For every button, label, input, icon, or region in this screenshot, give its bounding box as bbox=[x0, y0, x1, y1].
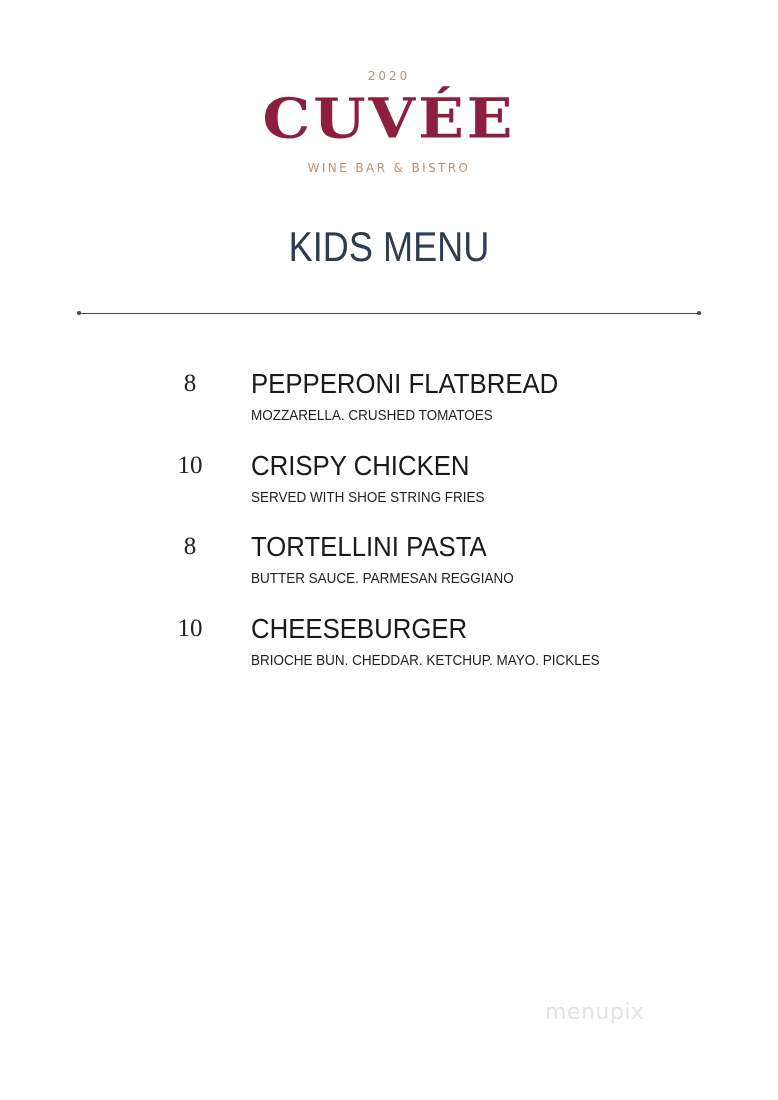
menu-item-description: SERVED WITH SHOE STRING FRIES bbox=[251, 489, 485, 506]
logo-subtitle: WINE BAR & BISTRO bbox=[307, 161, 471, 175]
menu-item bbox=[0, 447, 778, 529]
menu-item-description: BUTTER SAUCE. PARMESAN REGGIANO bbox=[251, 571, 514, 587]
menu-item-price: 8 bbox=[183, 370, 197, 397]
menu-item-name: TORTELLINI PASTA bbox=[251, 531, 487, 562]
logo-name: CUVÉE bbox=[262, 86, 516, 152]
menu-item-description: BRIOCHE BUN. CHEDDAR. KETCHUP. MAYO. PICKLES bbox=[251, 652, 600, 669]
page-title: KIDS MENU bbox=[288, 223, 490, 270]
menu-item-name: PEPPERONI FLATBREAD bbox=[251, 368, 559, 399]
menu-item-price: 8 bbox=[183, 533, 197, 560]
menu-item-price: 10 bbox=[177, 451, 203, 479]
menu-item-price: 10 bbox=[177, 614, 203, 642]
menu-item bbox=[0, 365, 778, 447]
menu-list bbox=[0, 365, 778, 691]
restaurant-logo bbox=[0, 66, 778, 178]
menu-item bbox=[0, 528, 778, 610]
divider bbox=[79, 313, 699, 314]
menu-item bbox=[0, 610, 778, 692]
watermark: menupix bbox=[545, 1000, 645, 1025]
menu-item-description: MOZZARELLA. CRUSHED TOMATOES bbox=[251, 408, 493, 424]
menu-item-name: CHEESEBURGER bbox=[251, 612, 468, 644]
menu-item-name: CRISPY CHICKEN bbox=[251, 449, 470, 481]
logo-year: 2020 bbox=[367, 69, 411, 83]
